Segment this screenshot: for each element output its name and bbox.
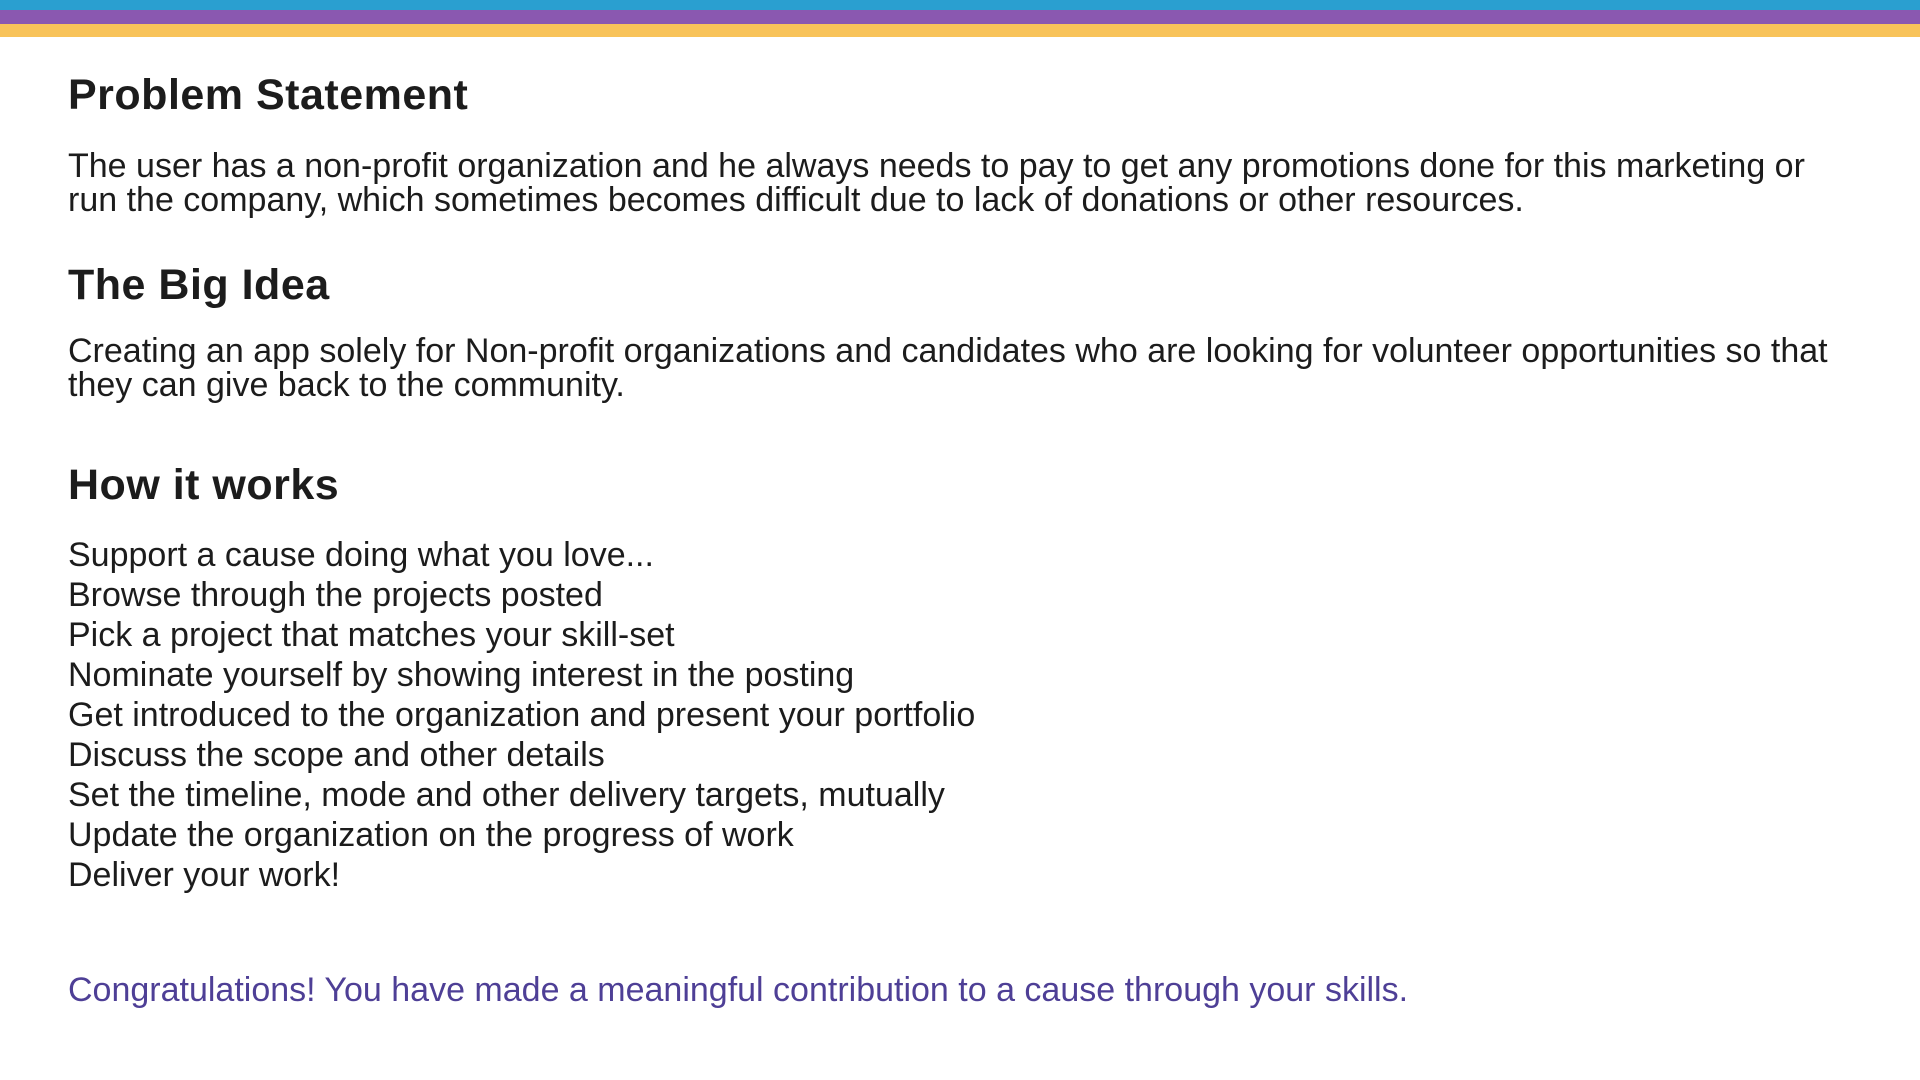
step-item: Pick a project that matches your skill-set [68, 616, 675, 654]
how-it-works-steps [68, 535, 975, 895]
header-stripes [0, 0, 1920, 37]
problem-statement-heading: Problem Statement [68, 71, 469, 119]
step-item: Discuss the scope and other details [68, 736, 605, 774]
step-item: Nominate yourself by showing interest in the posting [68, 656, 855, 694]
step-item: Set the timeline, mode and other delivery targets, mutually [68, 776, 945, 814]
step-item: Support a cause doing what you love... [68, 536, 654, 574]
stripe-blue [0, 0, 1920, 10]
step-item: Browse through the projects posted [68, 576, 603, 614]
stripe-purple [0, 10, 1920, 24]
problem-statement-text: The user has a non-profit organization and he always needs to pay to get any promotions done for this marketing or run the company, which sometimes becomes difficult due to lack of donations or other resources. [68, 147, 1805, 219]
stripe-yellow [0, 24, 1920, 37]
step-item: Update the organization on the progress of work [68, 816, 794, 854]
how-it-works-heading: How it works [68, 461, 340, 509]
congratulations-text: Congratulations! You have made a meaningful contribution to a cause through your skills. [68, 971, 1409, 1009]
step-item: Get introduced to the organization and present your portfolio [68, 696, 976, 734]
big-idea-heading: The Big Idea [68, 261, 330, 309]
big-idea-text: Creating an app solely for Non-profit organizations and candidates who are looking for volunteer opportunities so that they can give back to the community. [68, 332, 1828, 404]
step-item: Deliver your work! [68, 856, 341, 894]
